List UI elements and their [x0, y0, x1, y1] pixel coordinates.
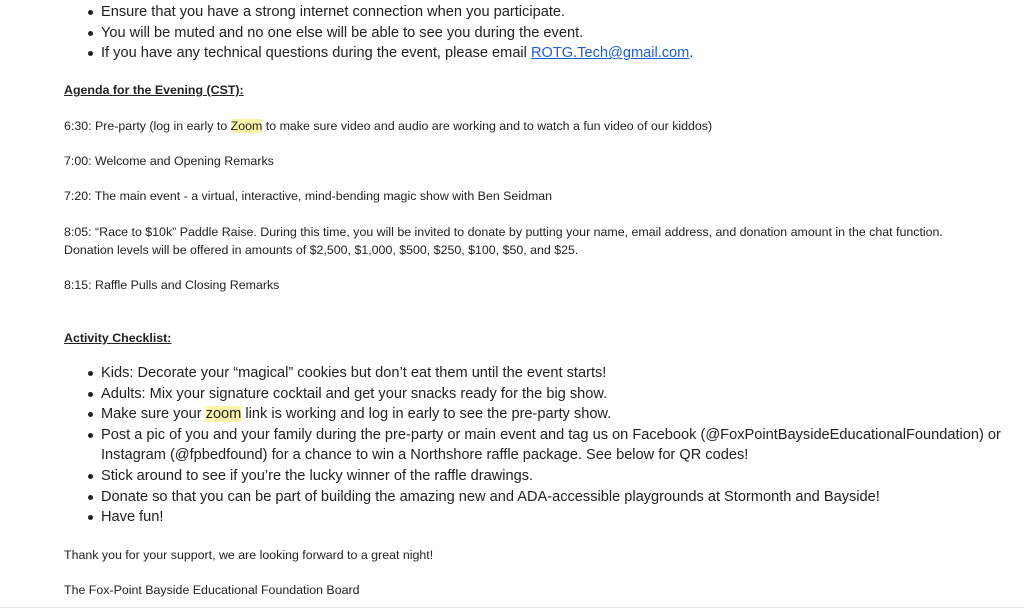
tech-question-text: If you have any technical questions during the event, please email [101, 45, 531, 62]
checklist-heading: Activity Checklist: [64, 331, 172, 345]
agenda-item-raffle: 8:15: Raffle Pulls and Closing Remarks [64, 278, 280, 292]
agenda-item-preparty-rest: to make sure video and audio are working and to watch a fun video of our kiddos) [262, 119, 713, 133]
list-item: Ensure that you have a strong internet connection when you participate. [64, 2, 1014, 23]
list-item: Kids: Decorate your “magical” cookies but don’t eat them until the event starts! [64, 363, 1014, 384]
zoom-highlight: zoom [205, 406, 242, 423]
list-item: You will be muted and no one else will be able to see you during the event. [64, 23, 1014, 44]
agenda-item-main-event: 7:20: The main event - a virtual, interactive, mind-bending magic show with Ben Seidman [64, 189, 553, 203]
list-item: Donate so that you can be part of building the amazing new and ADA-accessible playgrounds at Stormonth and Bayside! [64, 487, 1014, 508]
agenda-item-preparty-text: 6:30: Pre-party (log in early to [64, 119, 231, 133]
list-item: Adults: Mix your signature cocktail and get your snacks ready for the big show. [64, 384, 1014, 405]
agenda-item-welcome: 7:00: Welcome and Opening Remarks [64, 154, 274, 168]
tech-email-link[interactable]: ROTG.Tech@gmail.com [530, 45, 690, 62]
list-item [64, 43, 1014, 64]
zoom-check-text: Make sure your [101, 406, 206, 423]
connection-tips-list [64, 2, 1014, 64]
tech-question-suffix: . [689, 45, 694, 62]
activity-checklist [64, 363, 1014, 528]
agenda-item-paddle-raise: 8:05: “Race to $10k” Paddle Raise. During this time, you will be invited to donate by putting your name, email address, and donation amount in the chat function. Donation levels will be offered in amounts of $2,500, $1,000, $500, $250, $100, $50, and $25. [64, 225, 943, 257]
list-item: Stick around to see if you’re the lucky winner of the raffle drawings. [64, 466, 1014, 487]
list-item: Post a pic of you and your family during the pre-party or main event and tag us on Facebook (@FoxPointBaysideEducationalFoundation) or Instagram (@fpbedfound) for a chance to win a Northshore raffle package. See below for QR codes! [64, 425, 1014, 466]
agenda-item-preparty [64, 117, 994, 135]
signature-text: The Fox-Point Bayside Educational Foundation Board [64, 583, 360, 597]
list-item [64, 404, 1014, 425]
zoom-check-rest: link is working and log in early to see the pre-party show. [241, 406, 612, 423]
zoom-highlight: Zoom [230, 119, 263, 133]
list-item: Have fun! [64, 507, 1014, 528]
thank-you-text: Thank you for your support, we are looking forward to a great night! [64, 548, 434, 562]
agenda-heading: Agenda for the Evening (CST): [64, 83, 244, 97]
